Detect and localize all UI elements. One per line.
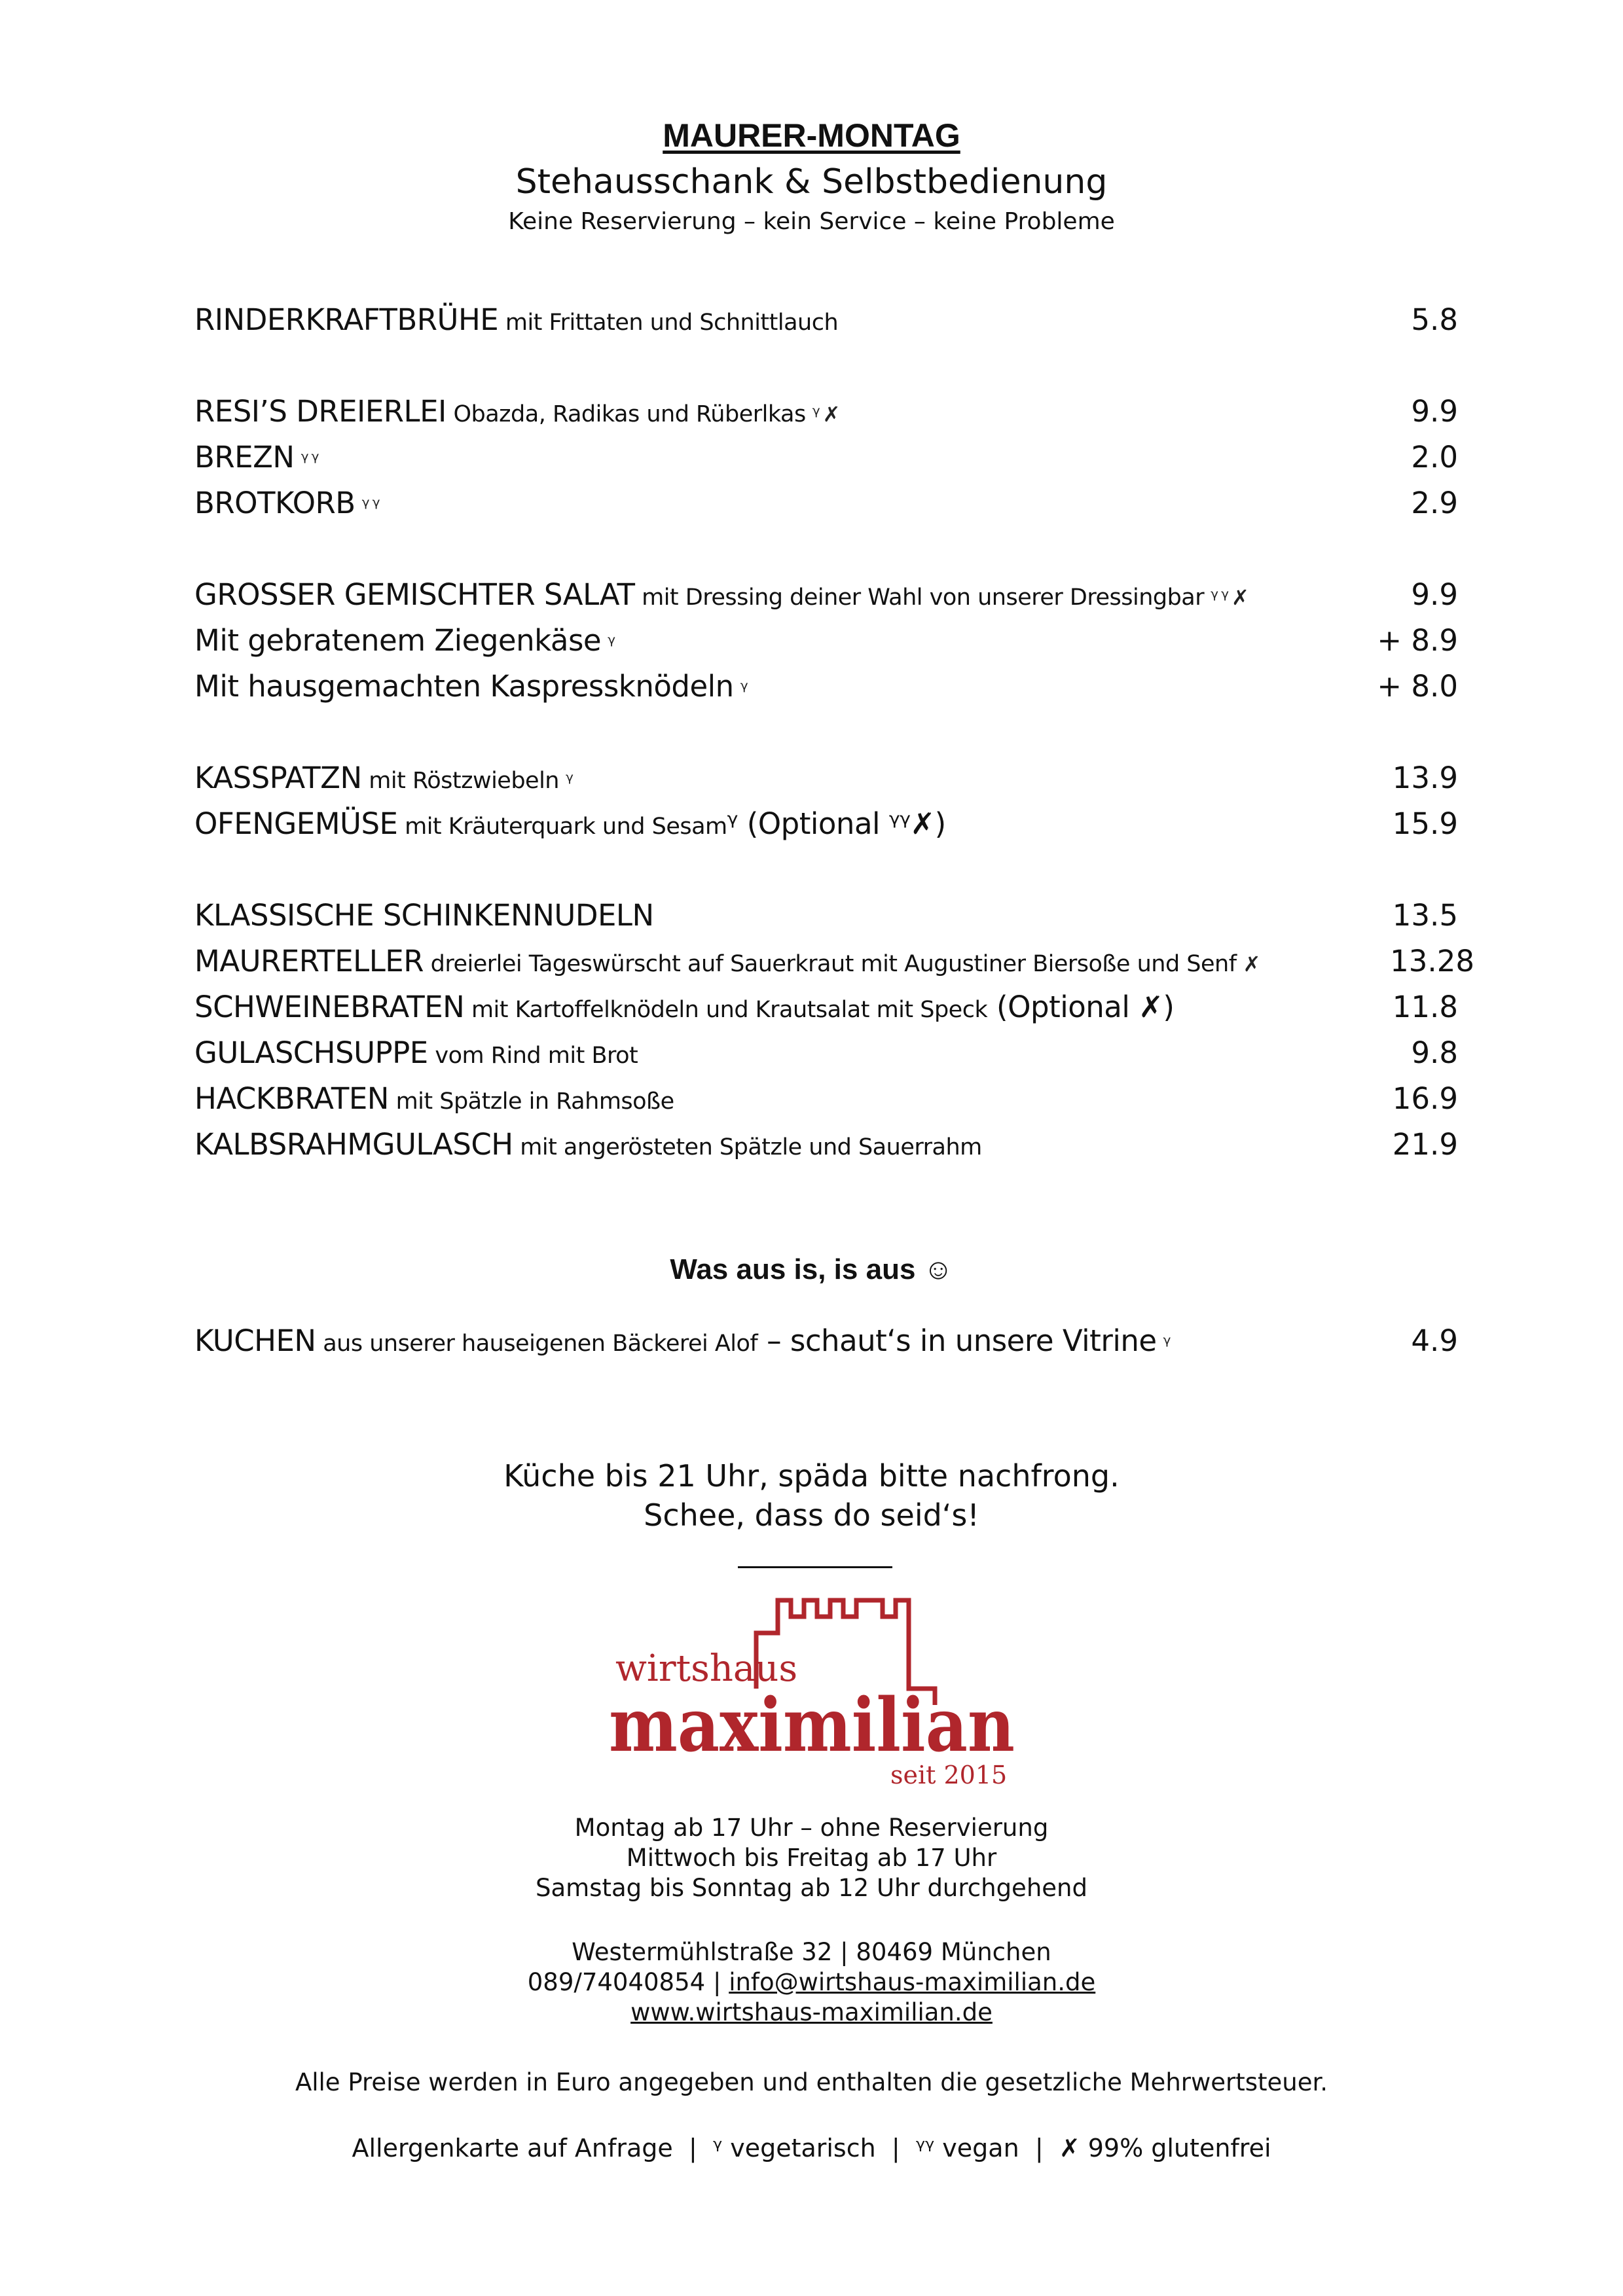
menu-item bbox=[194, 396, 1458, 435]
menu-item-name bbox=[194, 806, 953, 841]
menu-item-price: 9.9 bbox=[1411, 577, 1458, 612]
email-link[interactable]: info@wirtshaus-maximilian.de bbox=[729, 1968, 1096, 1996]
item-description: mit Kartoffelknödeln und Krautsalat mit Speck bbox=[464, 997, 988, 1023]
menu-item-price: 13.28 bbox=[1390, 944, 1474, 978]
menu-item-price: + 8.9 bbox=[1377, 623, 1458, 658]
diet-mark-icon: ᵞ bbox=[740, 677, 751, 702]
menu-item bbox=[194, 579, 1458, 619]
phone-email-line bbox=[0, 1967, 1623, 1998]
menu-item bbox=[194, 671, 1458, 710]
menu-item bbox=[194, 762, 1458, 802]
menu-item-name bbox=[194, 761, 576, 795]
menu-item-price: 2.0 bbox=[1411, 440, 1458, 475]
item-extra: ᵞ (Optional ᵞᵞ✗) bbox=[727, 806, 946, 841]
menu-item-price: 13.5 bbox=[1392, 898, 1458, 933]
logo-main-text: maximilian bbox=[609, 1683, 1015, 1768]
item-title: Mit gebratenem Ziegenkäse bbox=[194, 623, 602, 658]
hours-line: Montag ab 17 Uhr – ohne Reservierung bbox=[574, 1814, 1049, 1842]
vegan-label: vegan bbox=[942, 2134, 1019, 2162]
menu-item-name bbox=[194, 990, 1180, 1024]
item-description: mit Kräuterquark und Sesam bbox=[397, 814, 727, 840]
item-title: GROSSER GEMISCHTER SALAT bbox=[194, 577, 635, 612]
item-extra: – schaut‘s in unsere Vitrine bbox=[757, 1323, 1157, 1358]
diet-mark-icon: ᵞ bbox=[608, 631, 619, 656]
logo-since-text: seit 2015 bbox=[890, 1761, 1008, 1789]
allergen-note: Allergenkarte auf Anfrage bbox=[352, 2134, 673, 2162]
menu-item-name bbox=[194, 898, 661, 933]
item-title: HACKBRATEN bbox=[194, 1081, 389, 1116]
menu-item-name bbox=[194, 577, 1252, 612]
menu-item-price: 9.9 bbox=[1411, 394, 1458, 429]
diet-legend bbox=[0, 2134, 1623, 2162]
item-title: MAURERTELLER bbox=[194, 944, 424, 978]
kitchen-hours-note: Küche bis 21 Uhr, späda bitte nachfrong. bbox=[503, 1458, 1120, 1494]
menu-item-dessert bbox=[194, 1325, 1458, 1365]
item-description: vom Rind mit Brot bbox=[428, 1043, 638, 1069]
diet-mark-icon: ᵞᵞ✗ bbox=[1211, 585, 1252, 610]
separator: | bbox=[705, 1968, 729, 1996]
menu-item-price: + 8.0 bbox=[1377, 669, 1458, 704]
menu-item-name bbox=[194, 302, 845, 337]
menu-item-name bbox=[194, 394, 843, 429]
item-extra: (Optional ✗) bbox=[987, 990, 1175, 1024]
menu-item bbox=[194, 944, 1474, 985]
item-description: aus unserer hauseigenen Bäckerei Alof bbox=[316, 1331, 758, 1357]
item-title: KALBSRAHMGULASCH bbox=[194, 1127, 513, 1162]
website-link[interactable]: www.wirtshaus-maximilian.de bbox=[630, 1998, 993, 2026]
hours-line: Samstag bis Sonntag ab 12 Uhr durchgehend bbox=[536, 1874, 1087, 1902]
menu-item bbox=[194, 1129, 1458, 1168]
item-title: Mit hausgemachten Kaspressknödeln bbox=[194, 669, 734, 704]
welcome-note: Schee, dass do seid‘s! bbox=[644, 1498, 979, 1533]
item-description: dreierlei Tageswürscht auf Sauerkraut mit Augustiner Biersoße und Senf bbox=[424, 951, 1237, 977]
separator: | bbox=[1027, 2134, 1051, 2162]
item-title: BROTKORB bbox=[194, 486, 356, 520]
hours-line: Mittwoch bis Freitag ab 17 Uhr bbox=[626, 1844, 997, 1872]
vat-note: Alle Preise werden in Euro angegeben und enthalten die gesetzliche Mehrwertsteuer. bbox=[295, 2068, 1328, 2096]
item-description: mit angerösteten Spätzle und Sauerrahm bbox=[513, 1134, 982, 1160]
menu-item-name bbox=[194, 1035, 644, 1070]
phone-number: 089/74040854 bbox=[527, 1968, 706, 1996]
menu-item-name bbox=[194, 944, 1263, 978]
logo-top-text: wirtshaus bbox=[615, 1647, 798, 1690]
divider bbox=[738, 1566, 892, 1568]
menu-item bbox=[194, 808, 1458, 848]
menu-item bbox=[194, 304, 1458, 344]
contact-info bbox=[0, 1937, 1623, 2028]
vegetarian-icon: ᵞ bbox=[712, 2134, 723, 2162]
menu-item-name bbox=[194, 1081, 681, 1116]
menu-item-price: 11.8 bbox=[1392, 990, 1458, 1024]
item-description: mit Dressing deiner Wahl von unserer Dressingbar bbox=[634, 584, 1205, 611]
wirtshaus-maximilian-logo bbox=[609, 1597, 1015, 1793]
diet-mark-icon: ✗ bbox=[1243, 952, 1264, 977]
item-title: BREZN bbox=[194, 440, 295, 475]
page-subtitle: Stehausschank & Selbstbedienung bbox=[515, 162, 1108, 202]
separator: | bbox=[883, 2134, 908, 2162]
menu-item bbox=[194, 900, 1458, 939]
diet-mark-icon: ᵞᵞ bbox=[301, 448, 322, 473]
menu-item-price: 9.8 bbox=[1411, 1035, 1458, 1070]
menu-item bbox=[194, 992, 1458, 1031]
menu-item-name bbox=[194, 486, 383, 520]
menu-item-price: 21.9 bbox=[1392, 1127, 1458, 1162]
menu-item bbox=[194, 442, 1458, 481]
item-title: OFENGEMÜSE bbox=[194, 806, 398, 841]
menu-item bbox=[194, 488, 1458, 527]
item-description: Obazda, Radikas und Rüberlkas bbox=[446, 401, 806, 427]
gluten-free-icon: ✗ bbox=[1059, 2134, 1080, 2162]
item-title: RESI’S DREIERLEI bbox=[194, 394, 447, 429]
item-title: KUCHEN bbox=[194, 1323, 316, 1358]
opening-hours bbox=[0, 1813, 1623, 1903]
menu-item-price: 5.8 bbox=[1411, 302, 1458, 337]
item-title: RINDERKRAFTBRÜHE bbox=[194, 302, 499, 337]
menu-item bbox=[194, 625, 1458, 664]
menu-item-price: 13.9 bbox=[1392, 761, 1458, 795]
menu-item-price: 15.9 bbox=[1392, 806, 1458, 841]
diet-mark-icon: ᵞ bbox=[1163, 1331, 1174, 1356]
menu-item-name bbox=[194, 1323, 1173, 1358]
menu-item-name bbox=[194, 623, 618, 658]
menu-item-name bbox=[194, 669, 751, 704]
item-description: mit Röstzwiebeln bbox=[361, 768, 559, 794]
diet-mark-icon: ᵞ✗ bbox=[812, 402, 843, 427]
separator: | bbox=[680, 2134, 705, 2162]
vegan-icon: ᵞᵞ bbox=[915, 2134, 935, 2162]
item-title: KLASSISCHE SCHINKENNUDELN bbox=[194, 898, 654, 933]
menu-item-price: 16.9 bbox=[1392, 1081, 1458, 1116]
item-title: KASSPATZN bbox=[194, 761, 362, 795]
item-description: mit Frittaten und Schnittlauch bbox=[498, 310, 839, 336]
menu-item-price: 4.9 bbox=[1411, 1323, 1458, 1358]
vegetarian-label: vegetarisch bbox=[730, 2134, 876, 2162]
menu-item-name bbox=[194, 1127, 989, 1162]
item-description: mit Spätzle in Rahmsoße bbox=[388, 1088, 674, 1115]
menu-item-name bbox=[194, 440, 321, 475]
item-title: SCHWEINEBRATEN bbox=[194, 990, 465, 1024]
diet-mark-icon: ᵞ bbox=[565, 768, 576, 793]
page-tagline: Keine Reservierung – kein Service – keine Probleme bbox=[508, 208, 1115, 235]
diet-mark-icon: ᵞᵞ bbox=[361, 493, 383, 518]
street-address: Westermühlstraße 32 | 80469 München bbox=[572, 1938, 1051, 1966]
page-title: MAURER-MONTAG bbox=[663, 117, 960, 154]
sold-out-notice: Was aus is, is aus ☺ bbox=[670, 1253, 953, 1285]
menu-item bbox=[194, 1037, 1458, 1077]
menu-item-price: 2.9 bbox=[1411, 486, 1458, 520]
gluten-free-label: 99% glutenfrei bbox=[1087, 2134, 1271, 2162]
menu-item bbox=[194, 1083, 1458, 1122]
item-title: GULASCHSUPPE bbox=[194, 1035, 428, 1070]
